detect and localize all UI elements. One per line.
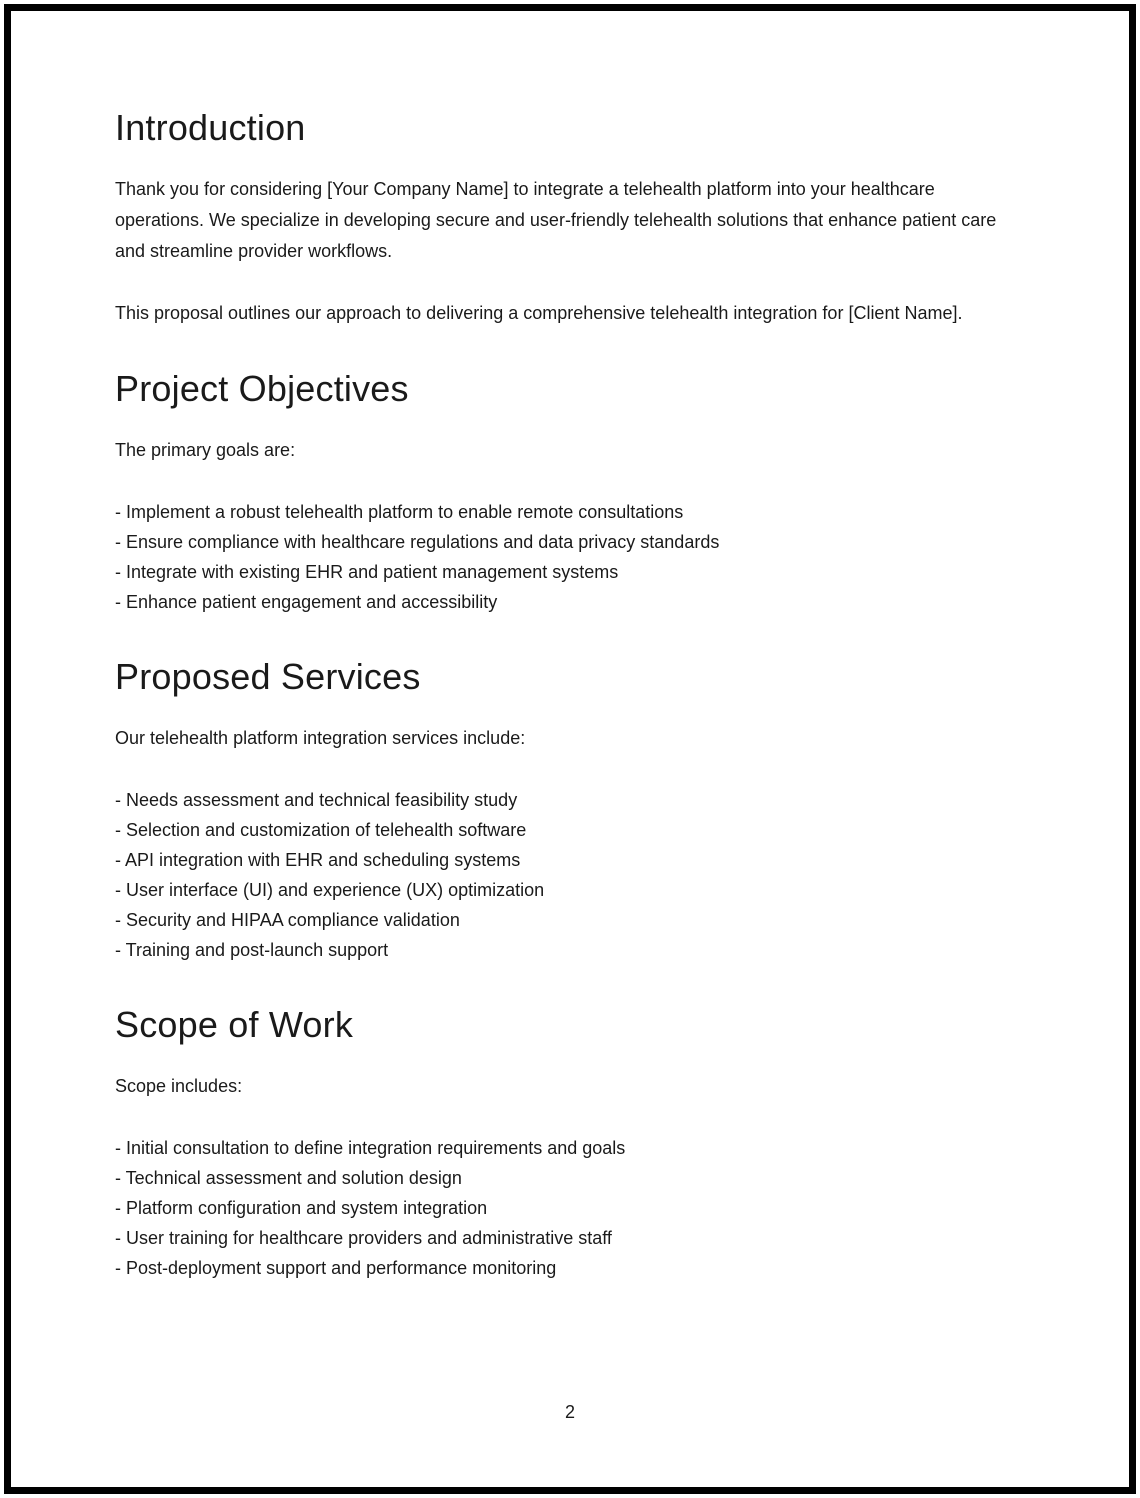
- section-introduction: [115, 106, 1025, 329]
- list-item: - Ensure compliance with healthcare regulations and data privacy standards: [115, 532, 720, 552]
- bullet-list: [115, 1133, 1025, 1283]
- section-proposed-services: [115, 655, 1025, 965]
- list-item: - Post-deployment support and performance monitoring: [115, 1258, 557, 1278]
- section-scope-of-work: [115, 1003, 1025, 1283]
- document-body: [115, 0, 1025, 1283]
- paragraph: This proposal outlines our approach to delivering a comprehensive telehealth integration for [Client Name].: [115, 303, 963, 323]
- list-item: - API integration with EHR and scheduling systems: [115, 850, 521, 870]
- list-item: - Technical assessment and solution design: [115, 1168, 462, 1188]
- list-item: - Platform configuration and system integration: [115, 1198, 488, 1218]
- section-heading: Proposed Services: [115, 656, 421, 697]
- bullet-list: [115, 785, 1025, 965]
- list-item: - Selection and customization of telehealth software: [115, 820, 527, 840]
- list-item: - User training for healthcare providers and administrative staff: [115, 1228, 612, 1248]
- page-number: 2: [564, 1402, 575, 1422]
- list-item: - Initial consultation to define integration requirements and goals: [115, 1138, 626, 1158]
- list-item: - Training and post-launch support: [115, 940, 389, 960]
- paragraph: Thank you for considering [Your Company Name] to integrate a telehealth platform into your healthcare operations. We specialize in developing secure and user-friendly telehealth solutions that enhance patient care and streamline provider workflows.: [115, 179, 997, 261]
- list-item: - Enhance patient engagement and accessibility: [115, 592, 498, 612]
- list-item: - Integrate with existing EHR and patient management systems: [115, 562, 619, 582]
- section-heading: Introduction: [115, 107, 306, 148]
- list-item: - Needs assessment and technical feasibility study: [115, 790, 518, 810]
- paragraph: Our telehealth platform integration services include:: [115, 728, 526, 748]
- section-heading: Project Objectives: [115, 368, 409, 409]
- section-project-objectives: [115, 367, 1025, 617]
- section-heading: Scope of Work: [115, 1004, 354, 1045]
- list-item: - Security and HIPAA compliance validation: [115, 910, 460, 930]
- paragraph: Scope includes:: [115, 1076, 243, 1096]
- list-item: - User interface (UI) and experience (UX) optimization: [115, 880, 545, 900]
- list-item: - Implement a robust telehealth platform to enable remote consultations: [115, 502, 684, 522]
- paragraph: The primary goals are:: [115, 440, 296, 460]
- bullet-list: [115, 497, 1025, 617]
